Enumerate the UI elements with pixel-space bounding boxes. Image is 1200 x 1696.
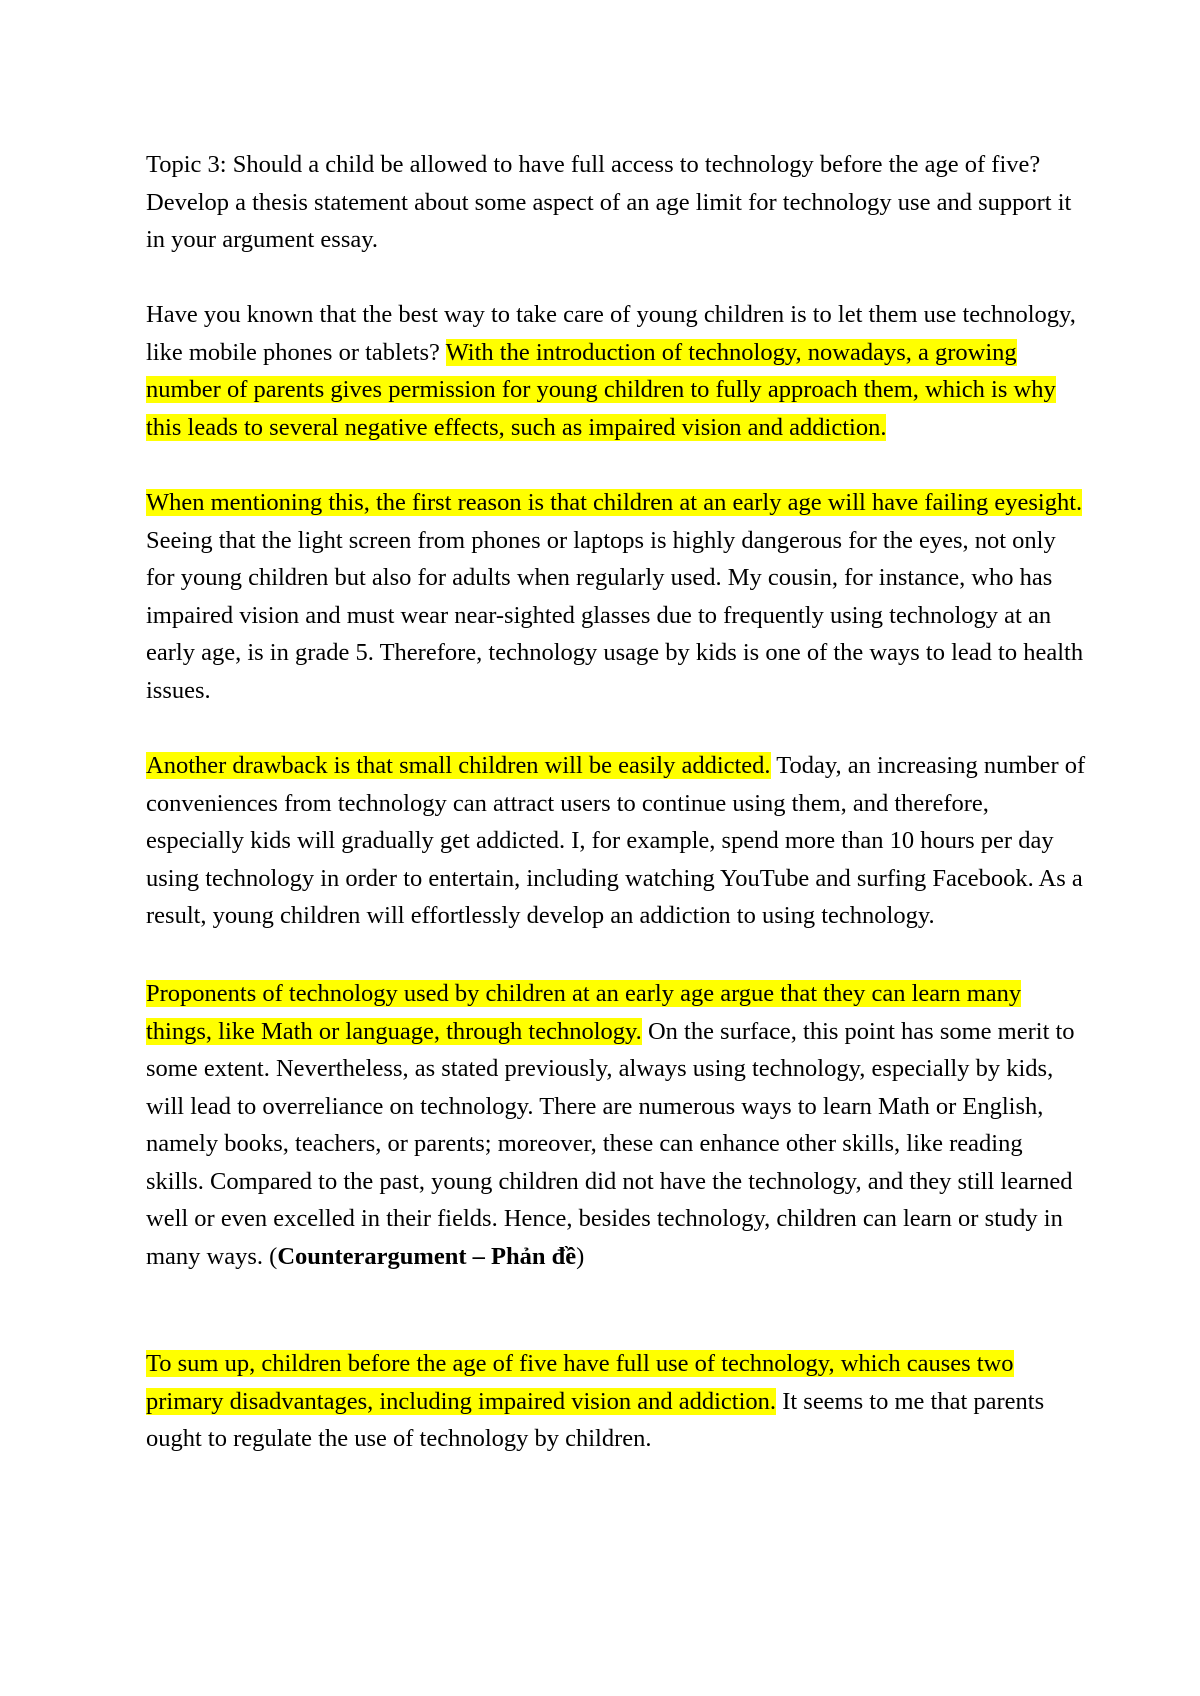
topic-text: Topic 3: Should a child be allowed to have full access to technology before the age of five? Develop a thesis statement about some aspect of an age limit for technology use and support it in your argument essay. [146, 151, 1072, 253]
body-paragraph-2 [146, 747, 1086, 935]
body1-topic-sentence: When mentioning this, the first reason is that children at an early age will have failing eyesight. [146, 489, 1083, 516]
body1-text: Seeing that the light screen from phones or laptops is highly dangerous for the eyes, not only for young children but also for adults when regularly used. My cousin, for instance, who has impaired vision and must wear near-sighted glasses due to frequently using technology at an early age, is in grade 5. Therefore, technology usage by kids is one of the ways to lead to health issues. [146, 526, 1084, 704]
conclusion-paragraph [146, 1345, 1086, 1458]
counterargument-label: Counterargument – Phản đề [277, 1242, 577, 1270]
topic-paragraph [146, 146, 1086, 259]
intro-paragraph [146, 296, 1086, 446]
intro-lead: Have you known that the best way to take care of young children is to let them use technology, like mobile phones or tablets? [146, 301, 1076, 366]
counter-topic-sentence: Proponents of technology used by children at an early age argue that they can learn many things, like Math or language, through technology. [146, 980, 1022, 1045]
body2-topic-sentence: Another drawback is that small children will be easily addicted. [146, 752, 771, 779]
counter-text: On the surface, this point has some merit to some extent. Nevertheless, as stated previously, always using technology, especially by kids, will lead to overreliance on technology. There are numerous ways to learn Math or English, namely books, teachers, or parents; moreover, these can enhance other skills, like reading skills. Compared to the past, young children did not have the technology, and they still learned well or even excelled in their fields. Hence, besides technology, children can learn or study in many ways. ( [146, 1017, 1075, 1270]
counter-close: ) [576, 1242, 585, 1270]
body2-text: Today, an increasing number of conveniences from technology can attract users to continue using them, and therefore, especially kids will gradually get addicted. I, for example, spend more than 10 hours per day using technology in order to entertain, including watching YouTube and surfing Facebook. As a result, young children will effortlessly develop an addiction to using technology. [146, 752, 1086, 929]
thesis-statement: With the introduction of technology, nowadays, a growing number of parents gives permission for young children to fully approach them, which is why this leads to several negative effects, such as impaired vision and addiction. [146, 338, 1056, 441]
conclusion-text: It seems to me that parents ought to regulate the use of technology by children. [146, 1387, 1045, 1452]
conclusion-topic-sentence: To sum up, children before the age of five have full use of technology, which causes two primary disadvantages, including impaired vision and addiction. [146, 1350, 1014, 1415]
body-paragraph-1 [146, 484, 1086, 709]
counterargument-paragraph [146, 975, 1086, 1275]
